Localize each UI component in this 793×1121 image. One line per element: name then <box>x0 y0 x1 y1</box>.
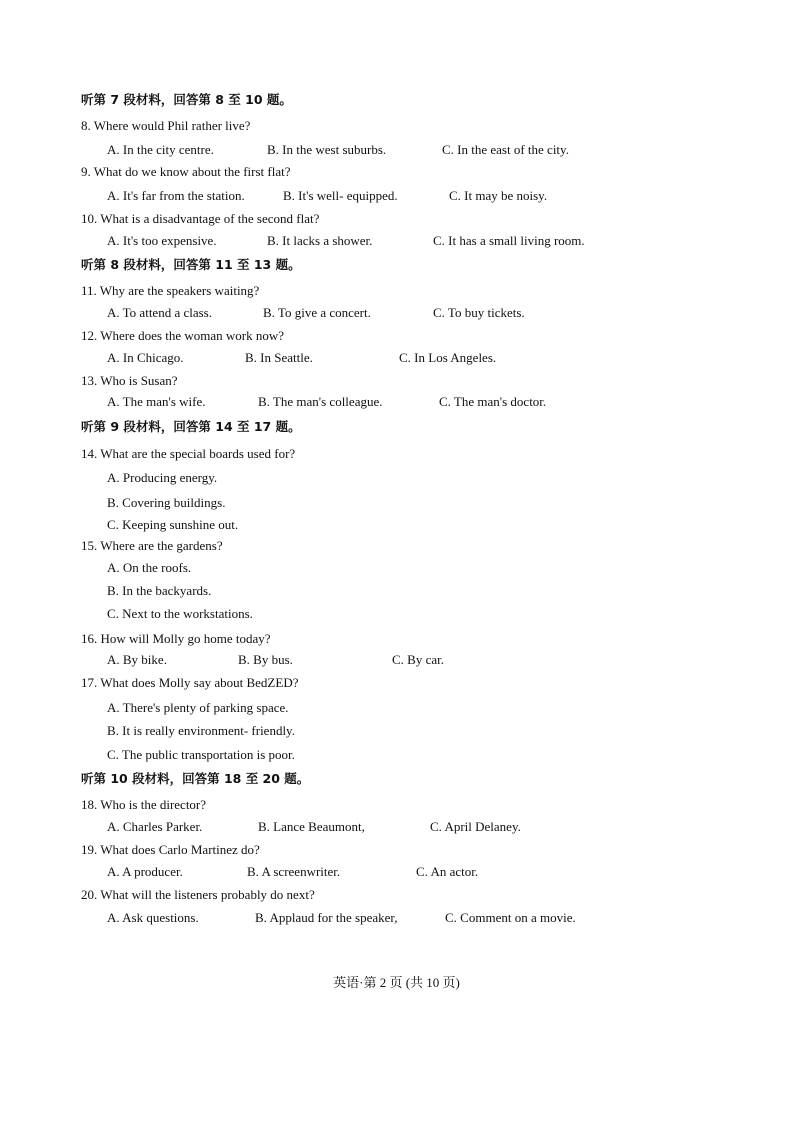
option-b: B. It's well- equipped. <box>283 188 398 203</box>
question-stem: 9. What do we know about the first flat? <box>81 164 291 179</box>
option-c: C. The public transportation is poor. <box>107 747 295 762</box>
question-stem: 16. How will Molly go home today? <box>81 631 271 646</box>
option-b: B. Lance Beaumont, <box>258 819 365 834</box>
option-b: B. A screenwriter. <box>247 864 341 879</box>
option-c: C. In the east of the city. <box>442 142 569 157</box>
option-a: A. Ask questions. <box>107 910 199 925</box>
option-b: B. It lacks a shower. <box>267 233 373 248</box>
option-b: B. By bus. <box>238 652 293 667</box>
option-c: C. In Los Angeles. <box>399 350 497 365</box>
option-a: A. It's too expensive. <box>107 233 217 248</box>
option-a: A. There's plenty of parking space. <box>107 700 289 715</box>
question-stem: 10. What is a disadvantage of the second flat? <box>81 211 320 226</box>
question-stem: 11. Why are the speakers waiting? <box>81 283 260 298</box>
option-a: A. It's far from the station. <box>107 188 245 203</box>
section-header: 听第 9 段材料，回答第 14 至 17 题。 <box>81 419 301 434</box>
question-stem: 13. Who is Susan? <box>81 373 178 388</box>
option-c: C. April Delaney. <box>430 819 521 834</box>
question-stem: 18. Who is the director? <box>81 797 207 812</box>
option-b: B. The man's colleague. <box>258 394 383 409</box>
option-a: A. Producing energy. <box>107 470 218 485</box>
section-header: 听第 8 段材料，回答第 11 至 13 题。 <box>81 257 301 272</box>
question-stem: 19. What does Carlo Martinez do? <box>81 842 260 857</box>
option-b: B. In the backyards. <box>107 583 212 598</box>
option-a: A. By bike. <box>107 652 167 667</box>
page-footer: 英语·第 2 页 (共 10 页) <box>333 975 460 990</box>
option-c: C. Next to the workstations. <box>107 606 253 621</box>
option-a: A. The man's wife. <box>107 394 206 409</box>
option-b: B. It is really environment- friendly. <box>107 723 295 738</box>
section-header: 听第 10 段材料，回答第 18 至 20 题。 <box>81 771 310 786</box>
question-stem: 15. Where are the gardens? <box>81 538 223 553</box>
question-stem: 14. What are the special boards used for? <box>81 446 296 461</box>
option-b: B. To give a concert. <box>263 305 371 320</box>
question-stem: 8. Where would Phil rather live? <box>81 118 251 133</box>
option-a: A. On the roofs. <box>107 560 192 575</box>
option-c: C. By car. <box>392 652 444 667</box>
option-c: C. The man's doctor. <box>439 394 547 409</box>
option-b: B. In Seattle. <box>245 350 313 365</box>
question-stem: 12. Where does the woman work now? <box>81 328 285 343</box>
option-c: C. To buy tickets. <box>433 305 525 320</box>
option-a: A. In the city centre. <box>107 142 214 157</box>
option-c: C. It has a small living room. <box>433 233 585 248</box>
option-c: C. Keeping sunshine out. <box>107 517 239 532</box>
option-a: A. Charles Parker. <box>107 819 203 834</box>
question-stem: 20. What will the listeners probably do next? <box>81 887 315 902</box>
option-a: A. To attend a class. <box>107 305 212 320</box>
option-b: B. Covering buildings. <box>107 495 226 510</box>
option-b: B. Applaud for the speaker, <box>255 910 398 925</box>
option-b: B. In the west suburbs. <box>267 142 387 157</box>
option-a: A. In Chicago. <box>107 350 184 365</box>
option-c: C. An actor. <box>416 864 479 879</box>
section-header: 听第 7 段材料，回答第 8 至 10 题。 <box>81 92 292 107</box>
question-stem: 17. What does Molly say about BedZED? <box>81 675 299 690</box>
option-c: C. Comment on a movie. <box>445 910 576 925</box>
option-c: C. It may be noisy. <box>449 188 548 203</box>
option-a: A. A producer. <box>107 864 183 879</box>
